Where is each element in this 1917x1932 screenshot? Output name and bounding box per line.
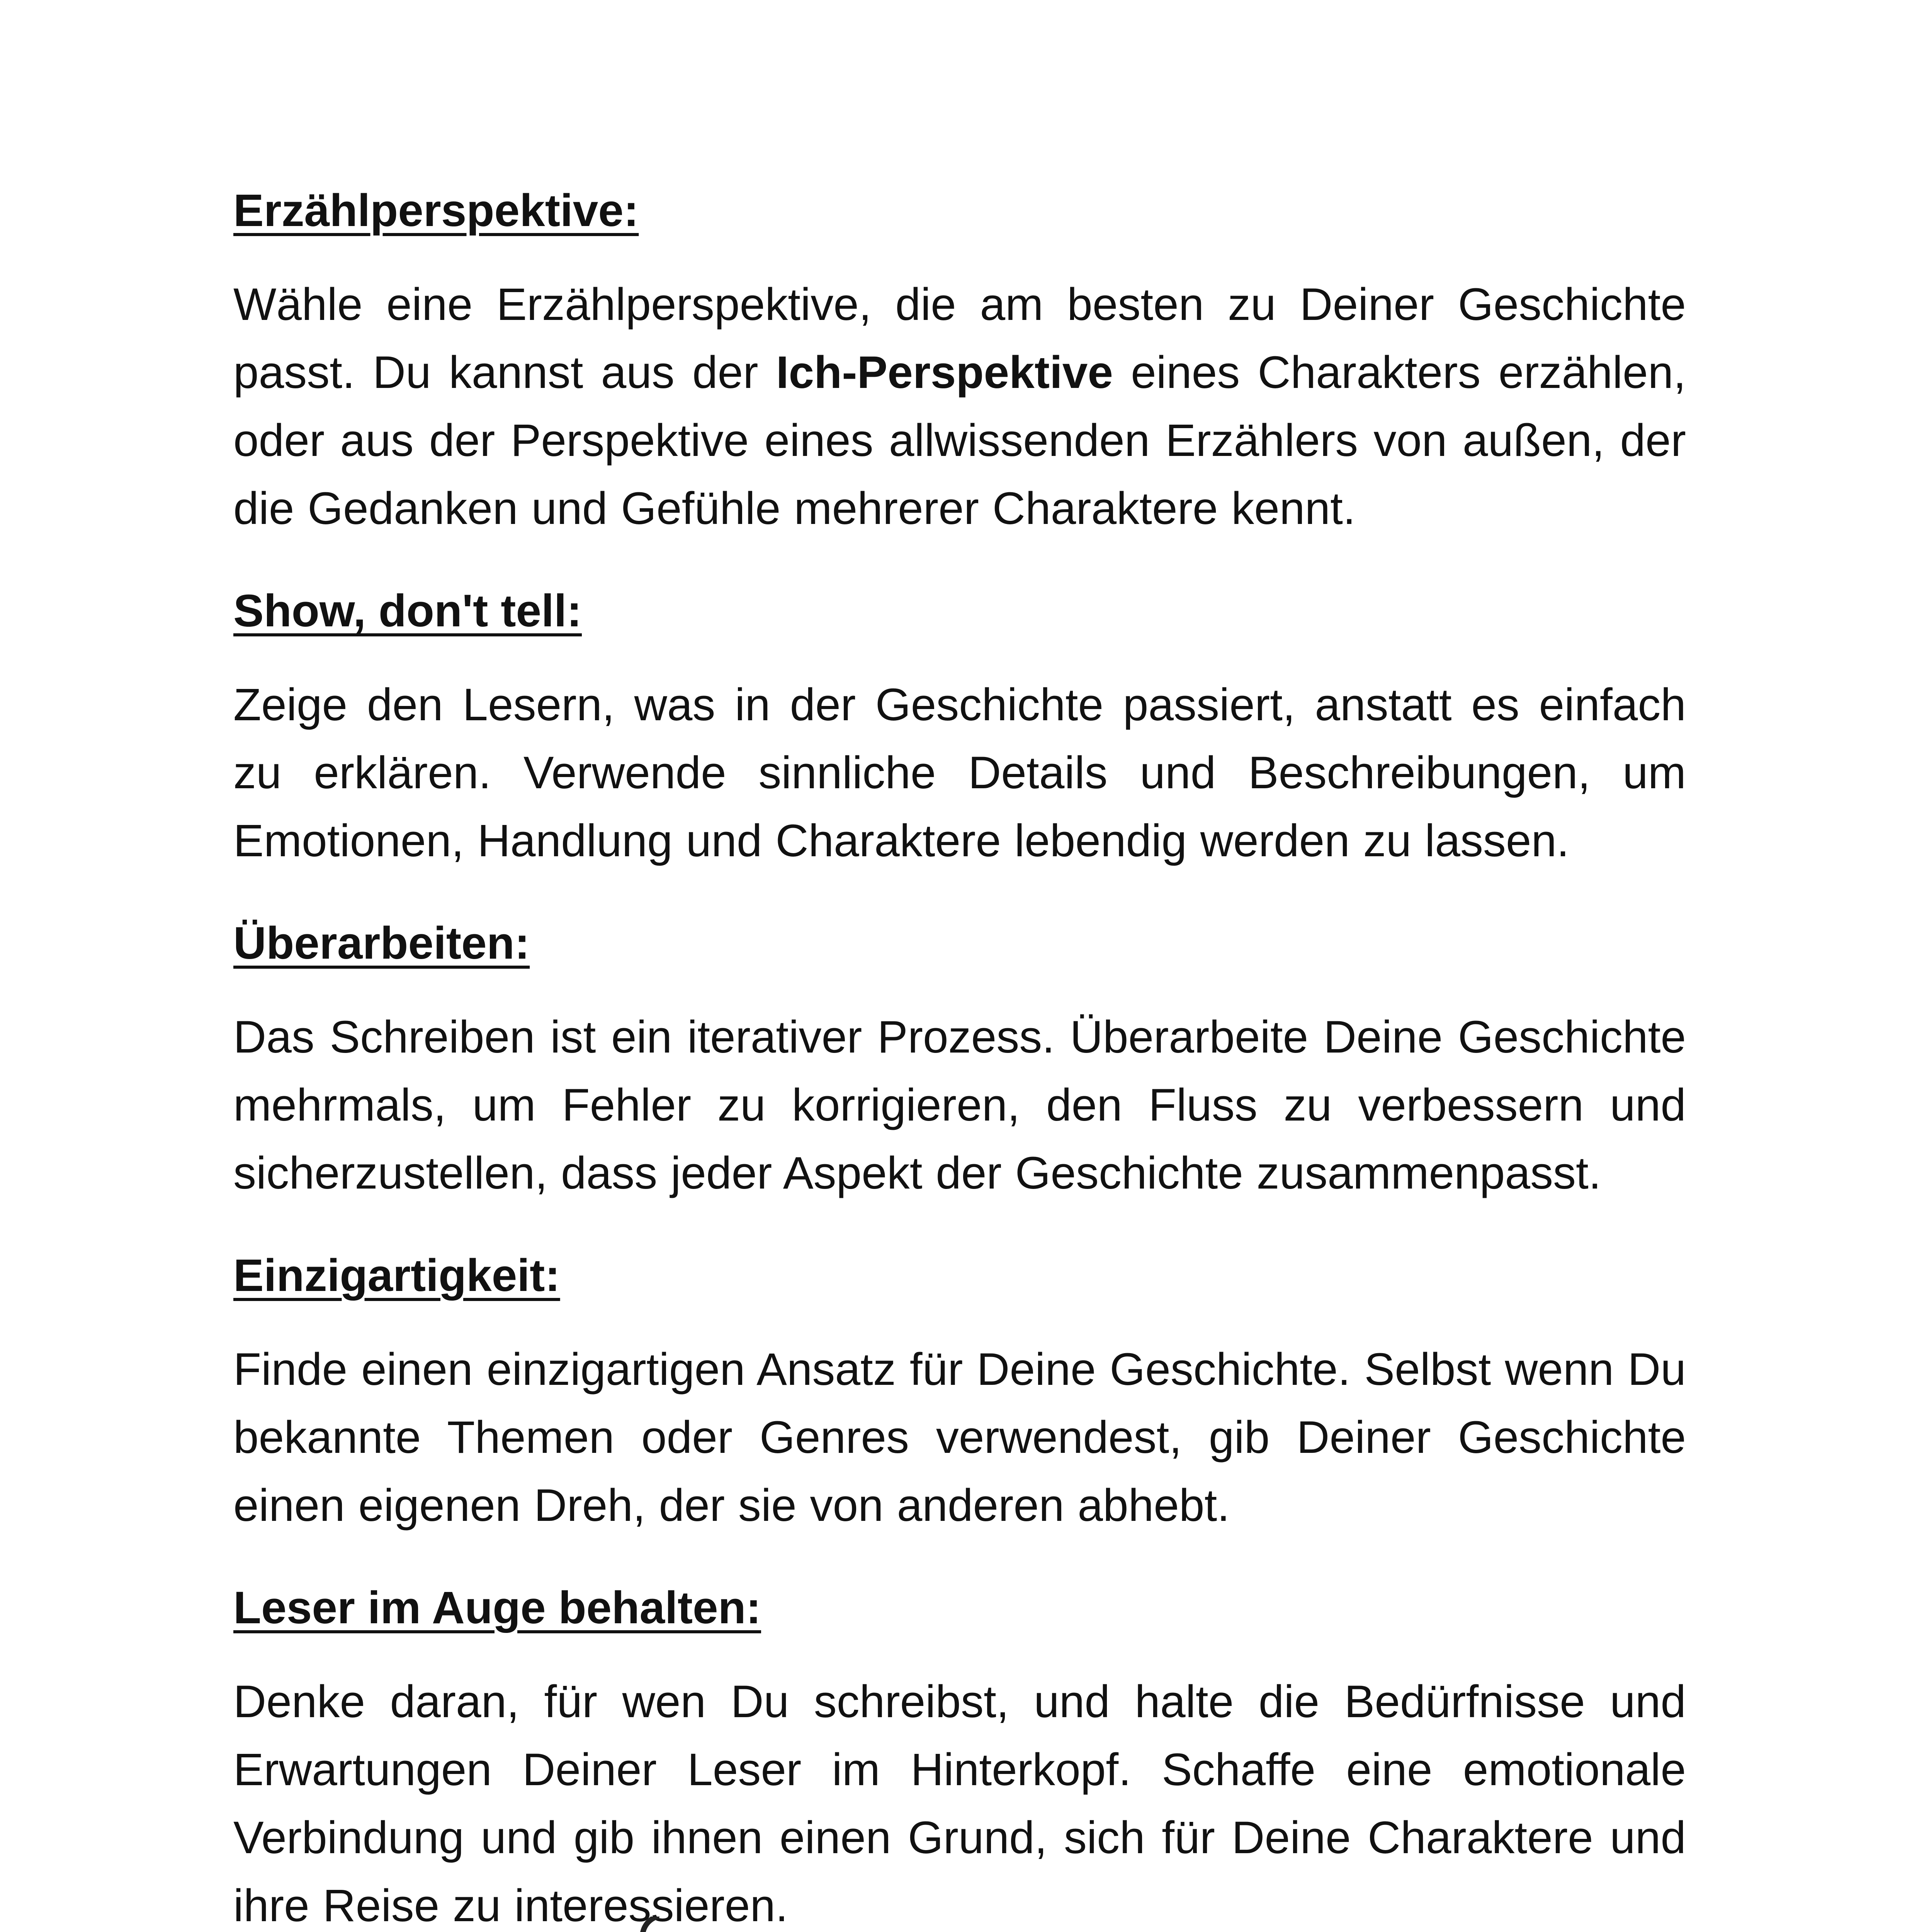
section-leser-im-auge	[233, 1575, 1686, 1932]
text-segment: Wähle eine Erzählperspektive, die am besten zu Deiner Geschichte passt. Du kannst aus der	[233, 279, 1686, 398]
section-text: Zeige den Lesern, was in der Geschichte passiert, anstatt es einfach zu erklären. Verwende sinnliche Details und Beschreibungen, um Emotionen, Handlung und Charaktere lebendig werden zu lassen.	[233, 679, 1686, 866]
section-einzigartigkeit	[233, 1243, 1686, 1539]
section-text	[233, 270, 1686, 543]
cartoon-man-reading-manual-at-computer-icon	[475, 1917, 1480, 1932]
section-ueberarbeiten	[233, 910, 1686, 1207]
section-heading: Einzigartigkeit:	[233, 1250, 560, 1301]
bold-term: Ich-Perspektive	[776, 347, 1113, 398]
section-heading: Show, don't tell:	[233, 585, 582, 636]
text-segment: eines Charakters erzählen, oder aus der Perspektive eines allwissenden Erzählers von außen, der die Gedanken und Gefühle mehrerer Charaktere kennt.	[233, 347, 1686, 534]
section-text: Denke daran, für wen Du schreibst, und halte die Bedürfnisse und Erwartungen Deiner Leser im Hinterkopf. Schaffe eine emotionale Verbindung und gib ihnen einen Grund, sich für Deine Charaktere und ihre Reise zu interessieren.	[233, 1676, 1686, 1931]
section-show-dont-tell	[233, 578, 1686, 875]
section-erzaehlperspektive	[233, 178, 1686, 543]
section-heading: Leser im Auge behalten:	[233, 1582, 761, 1633]
section-heading: Überarbeiten:	[233, 918, 530, 969]
page-content	[233, 178, 1686, 1932]
section-heading: Erzählperspektive:	[233, 185, 639, 236]
section-text: Finde einen einzigartigen Ansatz für Deine Geschichte. Selbst wenn Du bekannte Themen oder Genres verwendest, gib Deiner Geschichte einen eigenen Dreh, der sie von anderen abhebt.	[233, 1344, 1686, 1531]
section-text: Das Schreiben ist ein iterativer Prozess. Überarbeite Deine Geschichte mehrmals, um Fehler zu korrigieren, den Fluss zu verbessern und sicherzustellen, dass jeder Aspekt der Geschichte zusammenpasst.	[233, 1012, 1686, 1199]
